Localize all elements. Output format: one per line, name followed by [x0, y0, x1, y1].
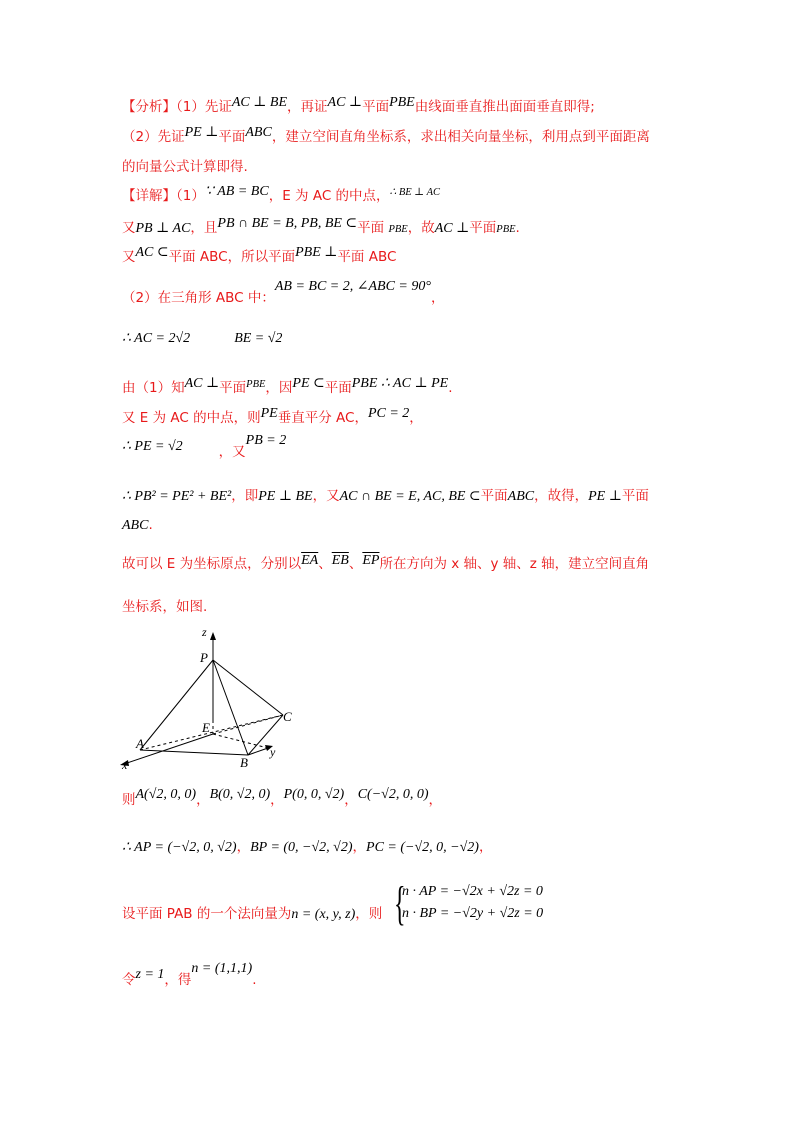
detail-line-7: 又 E 为 AC 的中点，则PE垂直平分 AC，PC = 2， [122, 406, 423, 426]
detail-line-11: 故可以 E 为坐标原点，分别以$\overline{EA}$、$\overline{EB}$、$\overline{EP}$所在方向为 x 轴、y 轴、z 轴，建立空间直角 [122, 553, 650, 572]
ec-dashed [213, 715, 283, 734]
pyramid-figure [118, 622, 308, 772]
edge-pa [140, 660, 213, 750]
detail-line-16: 令z = 1，得n = (1,1,1). [122, 961, 257, 988]
equation-2: n · BP = −√2y + √2z = 0 [402, 906, 544, 921]
detail-line-1: 【详解】（1）∵ AB = BC，E 为 AC 的中点，$^{\therefore BE \perp AC}$ [122, 184, 441, 204]
z-arrow [210, 632, 216, 640]
detail-line-3: 又AC ⊂平面 ABC，所以平面PBE ⊥平面 ABC [122, 245, 397, 265]
detail-tag: 【详解】 [122, 188, 176, 204]
detail-line-8: ∴ PE = √2 ，又PB = 2 [122, 433, 287, 460]
analysis-line-2: （2）先证PE ⊥平面ABC，建立空间直角坐标系，求出相关向量坐标，利用点到平面距离 [122, 125, 650, 145]
detail-line-10: ABC. [122, 517, 153, 533]
edge-ab [140, 750, 248, 755]
label-a: A [136, 736, 144, 751]
label-x: x [122, 758, 128, 772]
analysis-line-1: 【分析】（1）先证AC ⊥ BE，再证AC ⊥平面PBE由线面垂直推出面面垂直即得; [122, 95, 595, 115]
detail-line-4: （2）在三角形 ABC 中：AB = BC = 2, ∠ABC = 90°， [122, 279, 445, 306]
detail-line-2: 又PB ⊥ AC，且PB ∩ BE = B, PB, BE ⊂平面 PBE，故AC ⊥平面PBE. [122, 216, 520, 236]
normal-vector-system [394, 877, 594, 932]
label-e: E [202, 720, 210, 735]
label-b: B [240, 755, 248, 770]
system-brace: { [394, 877, 406, 930]
analysis-tag: 【分析】 [122, 99, 176, 115]
detail-line-13: 则A(√2, 0, 0)，B(0, √2, 0)，P(0, 0, √2)，C(−√2, 0, 0)， [122, 787, 442, 808]
detail-line-15: 设平面 PAB 的一个法向量为n = (x, y, z)，则 [122, 906, 383, 922]
detail-line-6: 由（1）知AC ⊥平面$^{PBE}$，因PE ⊂平面PBE ∴ AC ⊥ PE. [122, 376, 453, 396]
detail-line-5: ∴ AC = 2√2 BE = √2 [122, 331, 283, 346]
label-c: C [283, 709, 292, 724]
ac-dashed [140, 715, 283, 750]
label-z: z [202, 625, 207, 639]
detail-line-9: ∴ PB² = PE² + BE²，即PE ⊥ BE，又AC ∩ BE = E, AC, BE ⊂平面ABC，故得，PE ⊥平面 [122, 488, 649, 504]
analysis-line-3: 的向量公式计算即得. [122, 159, 248, 175]
label-p: P [200, 650, 208, 665]
label-y: y [270, 745, 276, 759]
equation-1: n · AP = −√2x + √2z = 0 [402, 884, 543, 899]
detail-line-12: 坐标系，如图. [122, 599, 208, 615]
detail-line-14: ∴ AP = (−√2, 0, √2)，BP = (0, −√2, √2)，PC = (−√2, 0, −√2)， [122, 839, 493, 855]
